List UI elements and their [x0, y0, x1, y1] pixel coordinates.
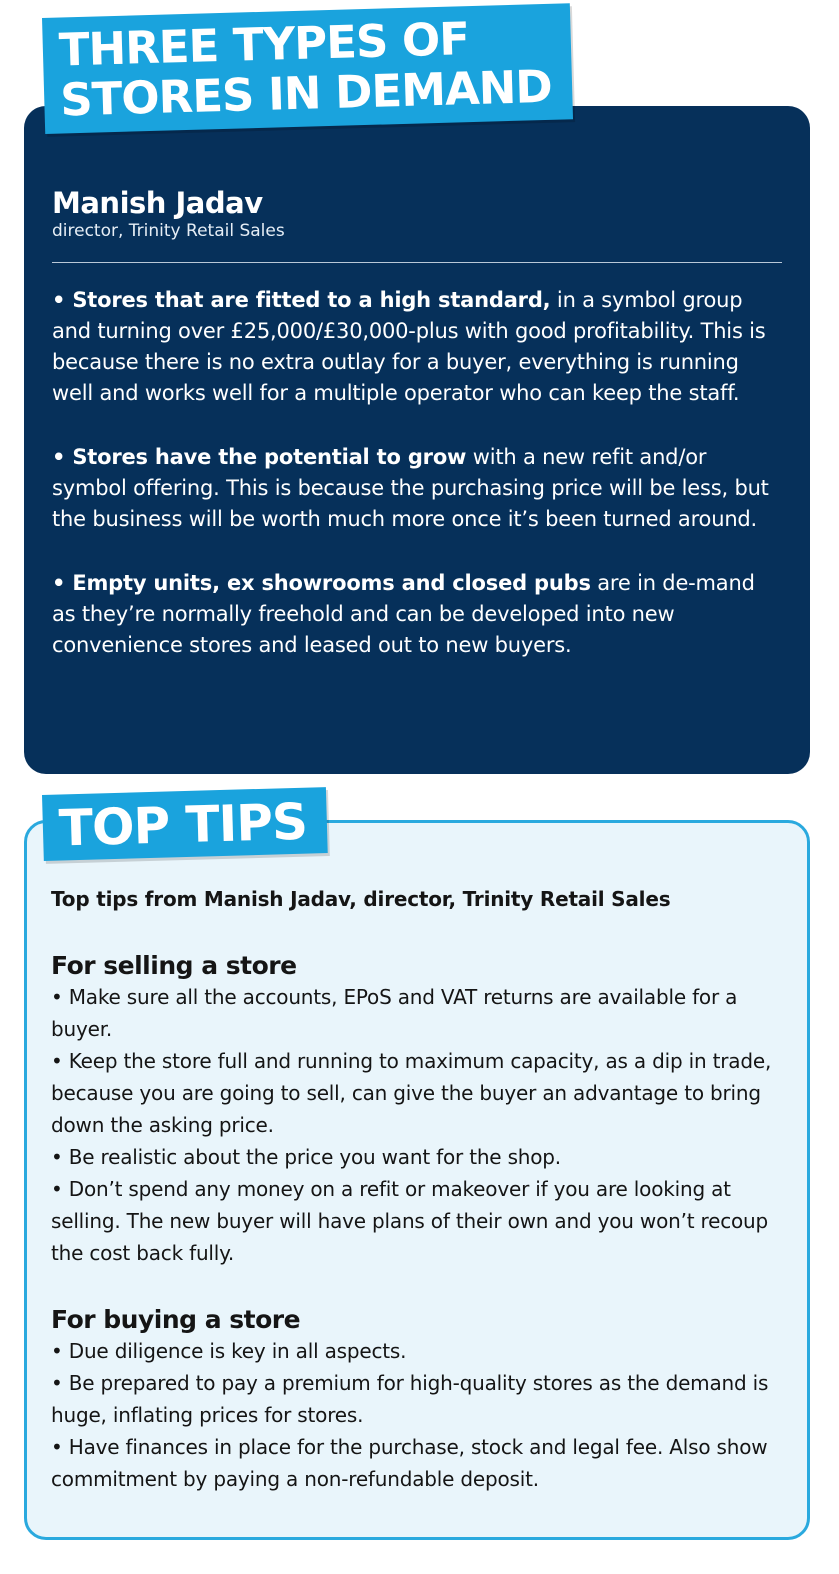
list-item: • Make sure all the accounts, EPoS and VAT returns are available for a buyer.: [51, 985, 738, 1041]
list-item: • Be prepared to pay a premium for high-quality stores as the demand is huge, inflating prices for stores.: [51, 1371, 769, 1427]
stores-in-demand-panel: [24, 106, 810, 774]
selling-tips-list: [51, 981, 783, 1269]
point-text: in a symbol group and turning over £25,000/£30,000-plus with good profitability. This is because there is no extra outlay for a buyer, everything is running well and works well for a multiple operator who can keep the staff.: [52, 288, 766, 405]
title-line: THREE TYPES OF: [58, 12, 470, 77]
title-line: STORES IN DEMAND: [59, 59, 553, 127]
author-role: director, Trinity Retail Sales: [52, 221, 285, 241]
point-lead: • Empty units, ex showrooms and closed pubs: [52, 571, 591, 595]
list-item: • Don’t spend any money on a refit or makeover if you are looking at selling. The new buyer will have plans of their own and you won’t recoup the cost back fully.: [51, 1177, 769, 1265]
list-item: • Be realistic about the price you want for the shop.: [51, 1145, 561, 1169]
top-tips-title: TOP TIPS: [42, 787, 328, 861]
point-text: with a new refit and/or symbol offering. This is because the purchasing price will be less, but the business will be worth much more once it’s been turned around.: [52, 445, 769, 531]
list-item: • Have finances in place for the purchase, stock and legal fee. Also show commitment by paying a non-refundable deposit.: [51, 1435, 768, 1491]
tips-intro: Top tips from Manish Jadav, director, Trinity Retail Sales: [51, 887, 671, 911]
buying-tips-list: [51, 1335, 783, 1495]
list-item: • Due diligence is key in all aspects.: [51, 1339, 407, 1363]
point-item: [52, 442, 782, 535]
buying-heading: For buying a store: [51, 1305, 301, 1334]
point-lead: • Stores have the potential to grow: [52, 445, 467, 469]
point-item: [52, 285, 782, 409]
point-lead: • Stores that are fitted to a high standard,: [52, 288, 551, 312]
selling-heading: For selling a store: [51, 951, 297, 980]
author-name: Manish Jadav: [52, 186, 263, 220]
divider: [52, 262, 782, 263]
point-text: are in de-mand as they’re normally freehold and can be developed into new convenience stores and leased out to new buyers.: [52, 571, 755, 657]
top-tips-panel: [24, 820, 810, 1540]
stores-in-demand-title: [42, 3, 573, 134]
list-item: • Keep the store full and running to maximum capacity, as a dip in trade, because you are going to sell, can give the buyer an advantage to bring down the asking price.: [51, 1049, 772, 1137]
point-item: [52, 568, 782, 661]
